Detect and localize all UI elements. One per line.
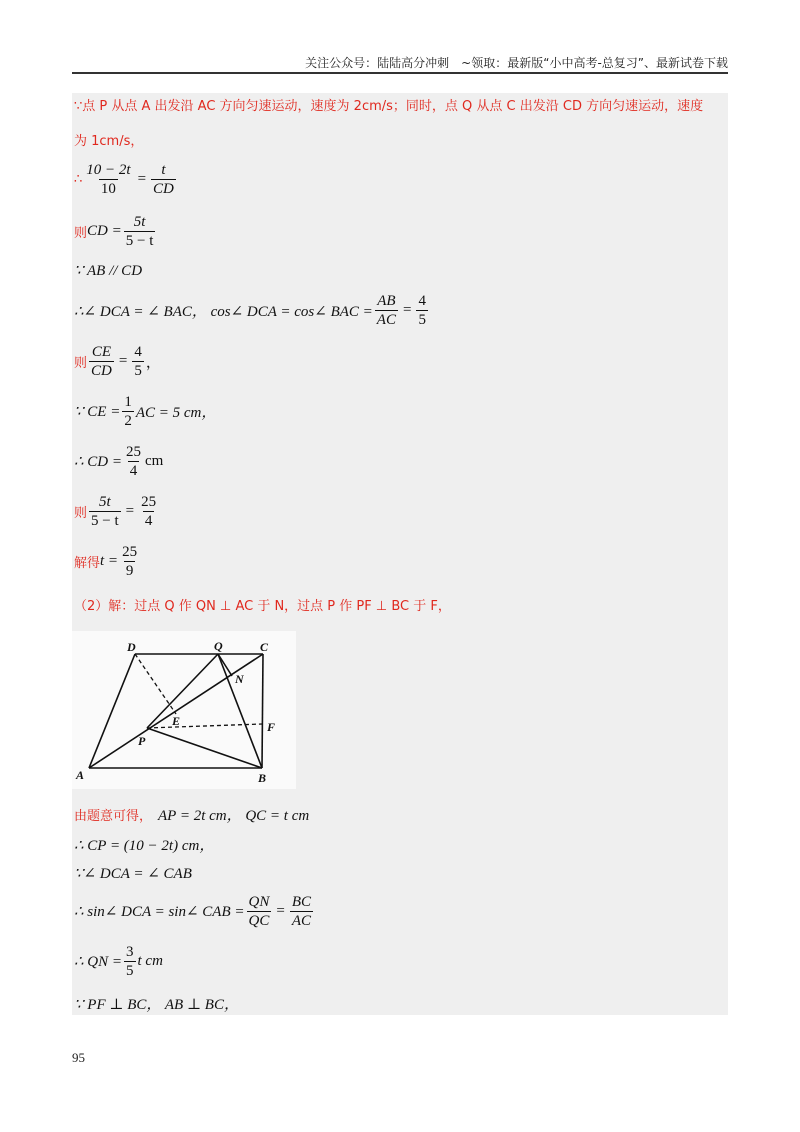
line-4 <box>74 261 142 280</box>
fraction: $\frac{5t}{5 - t}$ <box>91 494 119 529</box>
line-13 <box>74 834 214 855</box>
line-10 <box>74 543 141 580</box>
given-label: 由题意可得， <box>74 809 153 824</box>
line-9 <box>74 493 160 530</box>
fraction: $\frac{QN}{QC}$ <box>248 894 270 929</box>
header-rule <box>72 72 728 74</box>
expression: AP = 2t cm， QC = t cm <box>158 808 310 824</box>
line-6 <box>74 343 161 380</box>
geometry-diagram <box>72 631 296 789</box>
expression: ∵ PF ⊥ BC， AB ⊥ BC， <box>74 997 239 1013</box>
fraction: $\frac{CE}{CD}$ <box>91 344 112 379</box>
fraction: $\frac{t}{CD}$ <box>153 162 174 197</box>
part-2-heading: （2）解：过点 Q 作 QN ⊥ AC 于 N，过点 P 作 PF ⊥ BC 于 F， <box>74 599 451 614</box>
line-1b-text: 为 1cm/s， <box>74 134 144 149</box>
fraction: $\frac{4}{5}$ <box>418 293 426 328</box>
expression: ∵ AB // CD <box>74 263 143 279</box>
line-12 <box>74 804 309 825</box>
solution-content <box>72 93 728 1015</box>
fraction: $\frac{25}{4}$ <box>126 444 142 479</box>
expression: ∵∠ DCA = ∠ CAB <box>74 866 192 882</box>
line-7 <box>74 393 216 430</box>
fraction: $\frac{AB}{AC}$ <box>376 293 396 328</box>
expression: t = <box>100 553 119 569</box>
equals-sign: = <box>276 903 285 919</box>
label-d: D <box>127 640 136 654</box>
line-8 <box>74 443 163 480</box>
line-1-text: ∵点 P 从点 A 出发沿 AC 方向匀速运动，速度为 2cm/s；同时，点 Q 从点 C 出发沿 CD 方向匀速运动，速度 <box>74 99 704 114</box>
label-n: N <box>235 672 244 686</box>
jiede-label: 解得 <box>74 556 101 571</box>
fraction: $\frac{3}{5}$ <box>126 944 134 979</box>
line-2 <box>74 161 178 198</box>
line-1 <box>74 95 703 114</box>
label-a: A <box>76 768 85 782</box>
expression: ∵ CE = <box>74 404 121 420</box>
geometry-figure <box>72 631 296 789</box>
expression: CD = <box>87 223 122 239</box>
label-b: B <box>258 771 267 785</box>
expression: ∴ CP = (10 − 2t) cm， <box>74 838 215 854</box>
fraction: $\frac{5t}{5 - t}$ <box>125 214 154 249</box>
segment-pb <box>147 728 262 768</box>
fraction: $\frac{25}{9}$ <box>122 544 138 579</box>
expression: ∴ sin∠ DCA = sin∠ CAB = <box>74 904 245 920</box>
fraction: $\frac{25}{4}$ <box>141 494 157 529</box>
line-5 <box>74 292 430 329</box>
therefore-symbol: ∴ <box>74 172 83 187</box>
comma: ， <box>145 355 161 371</box>
label-e: E <box>172 714 181 728</box>
line-15 <box>74 893 315 930</box>
line-11 <box>74 595 451 614</box>
expression: t cm <box>137 953 163 969</box>
label-f: F <box>267 720 276 734</box>
equals-sign: = <box>137 171 147 187</box>
equals-sign: = <box>118 353 128 369</box>
ze-label: 则 <box>74 226 88 241</box>
page-number: 95 <box>72 1050 85 1065</box>
line-3 <box>74 213 157 250</box>
fraction: $\frac{4}{5}$ <box>134 344 142 379</box>
line-17 <box>74 993 239 1014</box>
equals-sign: = <box>402 302 412 318</box>
label-c: C <box>260 640 269 654</box>
page-header: 关注公众号：陆陆高分冲刺 ~领取：最新版“小中高考-总复习”、最新试卷下载 <box>305 56 728 70</box>
equals-sign: = <box>125 503 135 519</box>
ze-label: 则 <box>74 506 88 521</box>
expression: ∴ QN = <box>74 954 123 970</box>
label-p: P <box>138 734 146 748</box>
unit: cm <box>145 453 164 469</box>
side-cb <box>262 654 263 768</box>
ze-label: 则 <box>74 356 88 371</box>
side-ad <box>89 654 135 768</box>
line-14 <box>74 864 192 883</box>
label-q: Q <box>214 639 223 653</box>
expression: ∴∠ DCA = ∠ BAC， cos∠ DCA = cos∠ BAC = <box>74 304 373 320</box>
line-1b <box>74 130 143 149</box>
expression: ∴ CD = <box>74 454 123 470</box>
fraction: $\frac{10 - 2t}{10}$ <box>86 162 131 197</box>
expression: AC = 5 cm， <box>135 405 217 421</box>
line-16 <box>74 943 163 980</box>
fraction: $\frac{1}{2}$ <box>124 394 132 429</box>
fraction: $\frac{BC}{AC}$ <box>291 894 311 929</box>
